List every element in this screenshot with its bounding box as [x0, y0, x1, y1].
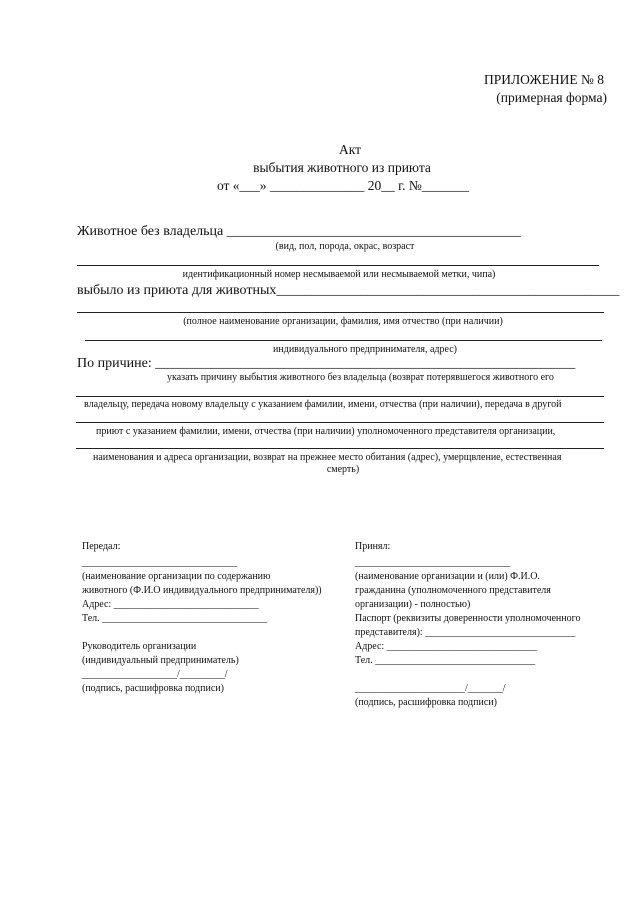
reason-hint-1: указать причину выбытия животного без владельца (возврат потерявшегося животного его [167, 372, 554, 383]
handed-head-1: Руководитель организации [82, 641, 197, 652]
handed-hint-1: (наименование организации по содержанию [82, 571, 271, 582]
handed-signature: ___________________/_________/ [82, 669, 228, 680]
reason-hint-2: владельцу, передача новому владельцу с указанием фамилии, имени, отчества (при наличии), передача в другой [84, 399, 562, 410]
received-signature-hint: (подпись, расшифровка подписи) [355, 697, 497, 708]
left-shelter-label: выбыло из приюта для животных_________________________________________________ [77, 283, 620, 298]
received-hint-2: гражданина (уполномоченного представителя [355, 585, 551, 596]
received-hint-3: организации) - полностью) [355, 599, 471, 610]
appendix-number: ПРИЛОЖЕНИЕ № 8 [483, 72, 604, 87]
org-line-2 [85, 340, 602, 341]
org-hint-2: индивидуального предпринимателя, адрес) [273, 344, 457, 355]
org-hint: (полное наименование организации, фамилия, имя отчество (при наличии) [183, 316, 503, 327]
received-hint-1: (наименование организации и (или) Ф.И.О. [355, 571, 540, 582]
appendix-form-note: (примерная форма) [496, 90, 607, 105]
handed-heading: Передал: [82, 541, 121, 552]
received-passport-2: представителя): ______________________________ [355, 627, 576, 638]
received-phone: Тел. ________________________________ [355, 655, 536, 666]
animal-id-hint: идентификационный номер несмываемой или несмываемой метки, чипа) [182, 269, 496, 280]
reason-hint-4: наименования и адреса организации, возврат на прежнее место обитания (адрес), умерщвление, естественная [93, 452, 562, 463]
reason-label: По причине: ____________________________________________________________ [77, 356, 576, 371]
reason-line-2 [76, 422, 604, 423]
received-passport-1: Паспорт (реквизиты доверенности уполномоченного [355, 613, 581, 624]
reason-hint-3: приют с указанием фамилии, имени, отчества (при наличии) уполномоченного представителя организации, [96, 426, 556, 437]
handed-signature-hint: (подпись, расшифровка подписи) [82, 683, 224, 694]
animal-extra-line [77, 265, 599, 266]
received-line: _______________________________ [355, 557, 510, 568]
animal-hint: (вид, пол, порода, окрас, возраст [275, 241, 415, 252]
handed-hint-2: животного (Ф.И.О индивидуального предпринимателя)) [82, 585, 322, 596]
act-date-number: от «___» ______________ 20__ г. №_______ [216, 178, 470, 193]
handed-head-2: (индивидуальный предприниматель) [82, 655, 239, 666]
org-line [77, 312, 604, 313]
received-heading: Принял: [355, 541, 391, 552]
animal-label: Животное без владельца __________________________________________ [77, 224, 521, 239]
handed-line: _______________________________ [82, 557, 237, 568]
handed-phone: Тел. _________________________________ [82, 613, 268, 624]
reason-line-3 [76, 448, 604, 449]
act-title: Акт [338, 142, 362, 157]
received-address: Адрес: ______________________________ [355, 641, 537, 652]
received-signature: ______________________/_______/ [355, 683, 506, 694]
act-subtitle: выбытия животного из приюта [253, 160, 431, 175]
handed-address: Адрес: _____________________________ [82, 599, 259, 610]
reason-hint-5: смерть) [326, 464, 360, 475]
reason-line-1 [76, 396, 604, 397]
